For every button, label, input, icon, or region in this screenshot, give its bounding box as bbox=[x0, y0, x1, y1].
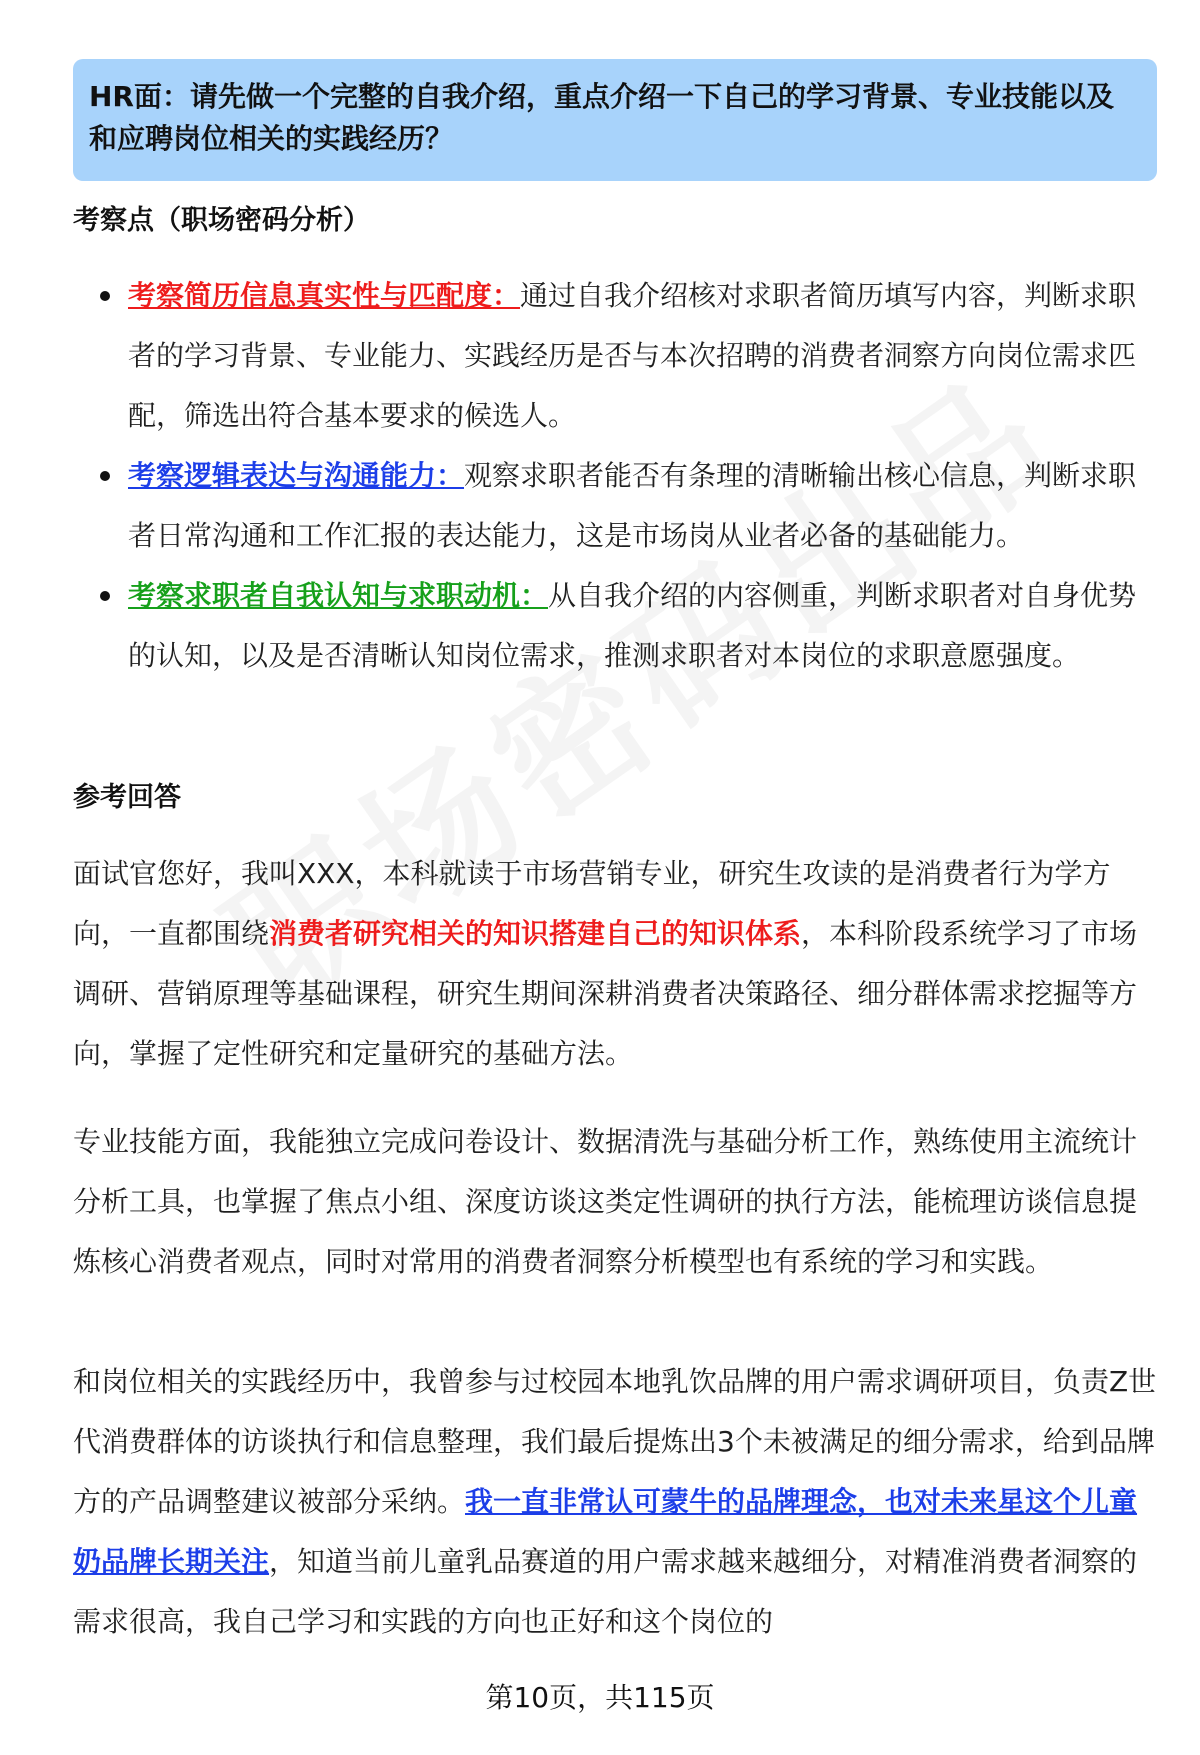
bullet-dot-icon bbox=[100, 591, 110, 601]
bullet-list bbox=[73, 266, 1157, 686]
answer-paragraph-1 bbox=[73, 844, 1157, 1084]
page-number: 第10页，共115页 bbox=[485, 1681, 715, 1714]
bullet-text: 观察求职者能否有条理的清晰输出核心信息，判断求职者日常沟通和工作汇报的表达能力，这是市场岗从业者必备的基础能力。 bbox=[128, 459, 1137, 552]
answer-text: 和岗位相关的实践经历中，我曾参与过校园本地乳饮品牌的用户需求调研项目，负责Z世代消费群体的访谈执行和信息整理，我们最后提炼出3个未被满足的细分需求，给到品牌方的产品调整建议被部分采纳。 bbox=[73, 1365, 1157, 1518]
section-title-answer: 参考回答 bbox=[73, 782, 181, 813]
bullet-item bbox=[73, 446, 1157, 566]
bullet-dot-icon bbox=[100, 291, 110, 301]
answer-text: ，知道当前儿童乳品赛道的用户需求越来越细分，对精准消费者洞察的需求很高，我自己学习和实践的方向也正好和这个岗位的 bbox=[73, 1545, 1138, 1638]
section-title-analysis: 考察点（职场密码分析） bbox=[73, 205, 370, 236]
bullet-dot-icon bbox=[100, 471, 110, 481]
bullet-text: 从自我介绍的内容侧重，判断求职者对自身优势的认知，以及是否清晰认知岗位需求，推测求职者对本岗位的求职意愿强度。 bbox=[128, 579, 1137, 672]
answer-text: ，本科阶段系统学习了市场调研、营销原理等基础课程，研究生期间深耕消费者决策路径、细分群体需求挖掘等方向，掌握了定性研究和定量研究的基础方法。 bbox=[73, 917, 1138, 1070]
bullet-title: 考察逻辑表达与沟通能力： bbox=[128, 459, 465, 492]
bullet-text: 通过自我介绍核对求职者简历填写内容，判断求职者的学习背景、专业能力、实践经历是否与本次招聘的消费者洞察方向岗位需求匹配，筛选出符合基本要求的候选人。 bbox=[128, 279, 1137, 432]
bullet-item bbox=[73, 266, 1157, 446]
bullet-title: 考察简历信息真实性与匹配度： bbox=[128, 279, 521, 312]
question-box: HR面：请先做一个完整的自我介绍，重点介绍一下自己的学习背景、专业技能以及和应聘岗位相关的实践经历？ bbox=[73, 59, 1157, 181]
answer-text: 面试官您好，我叫XXX，本科就读于市场营销专业，研究生攻读的是消费者行为学方向，一直都围绕 bbox=[73, 857, 1111, 950]
bullet-item bbox=[73, 566, 1157, 686]
answer-paragraph-2: 专业技能方面，我能独立完成问卷设计、数据清洗与基础分析工作，熟练使用主流统计分析工具，也掌握了焦点小组、深度访谈这类定性调研的执行方法，能梳理访谈信息提炼核心消费者观点，同时对常用的消费者洞察分析模型也有系统的学习和实践。 bbox=[73, 1125, 1138, 1278]
answer-highlight: 我一直非常认可蒙牛的品牌理念，也对未来星这个儿童奶品牌长期关注 bbox=[73, 1485, 1138, 1578]
answer-highlight: 消费者研究相关的知识搭建自己的知识体系 bbox=[269, 917, 802, 950]
answer-paragraph-3 bbox=[73, 1352, 1157, 1652]
bullet-title: 考察求职者自我认知与求职动机： bbox=[128, 579, 549, 612]
